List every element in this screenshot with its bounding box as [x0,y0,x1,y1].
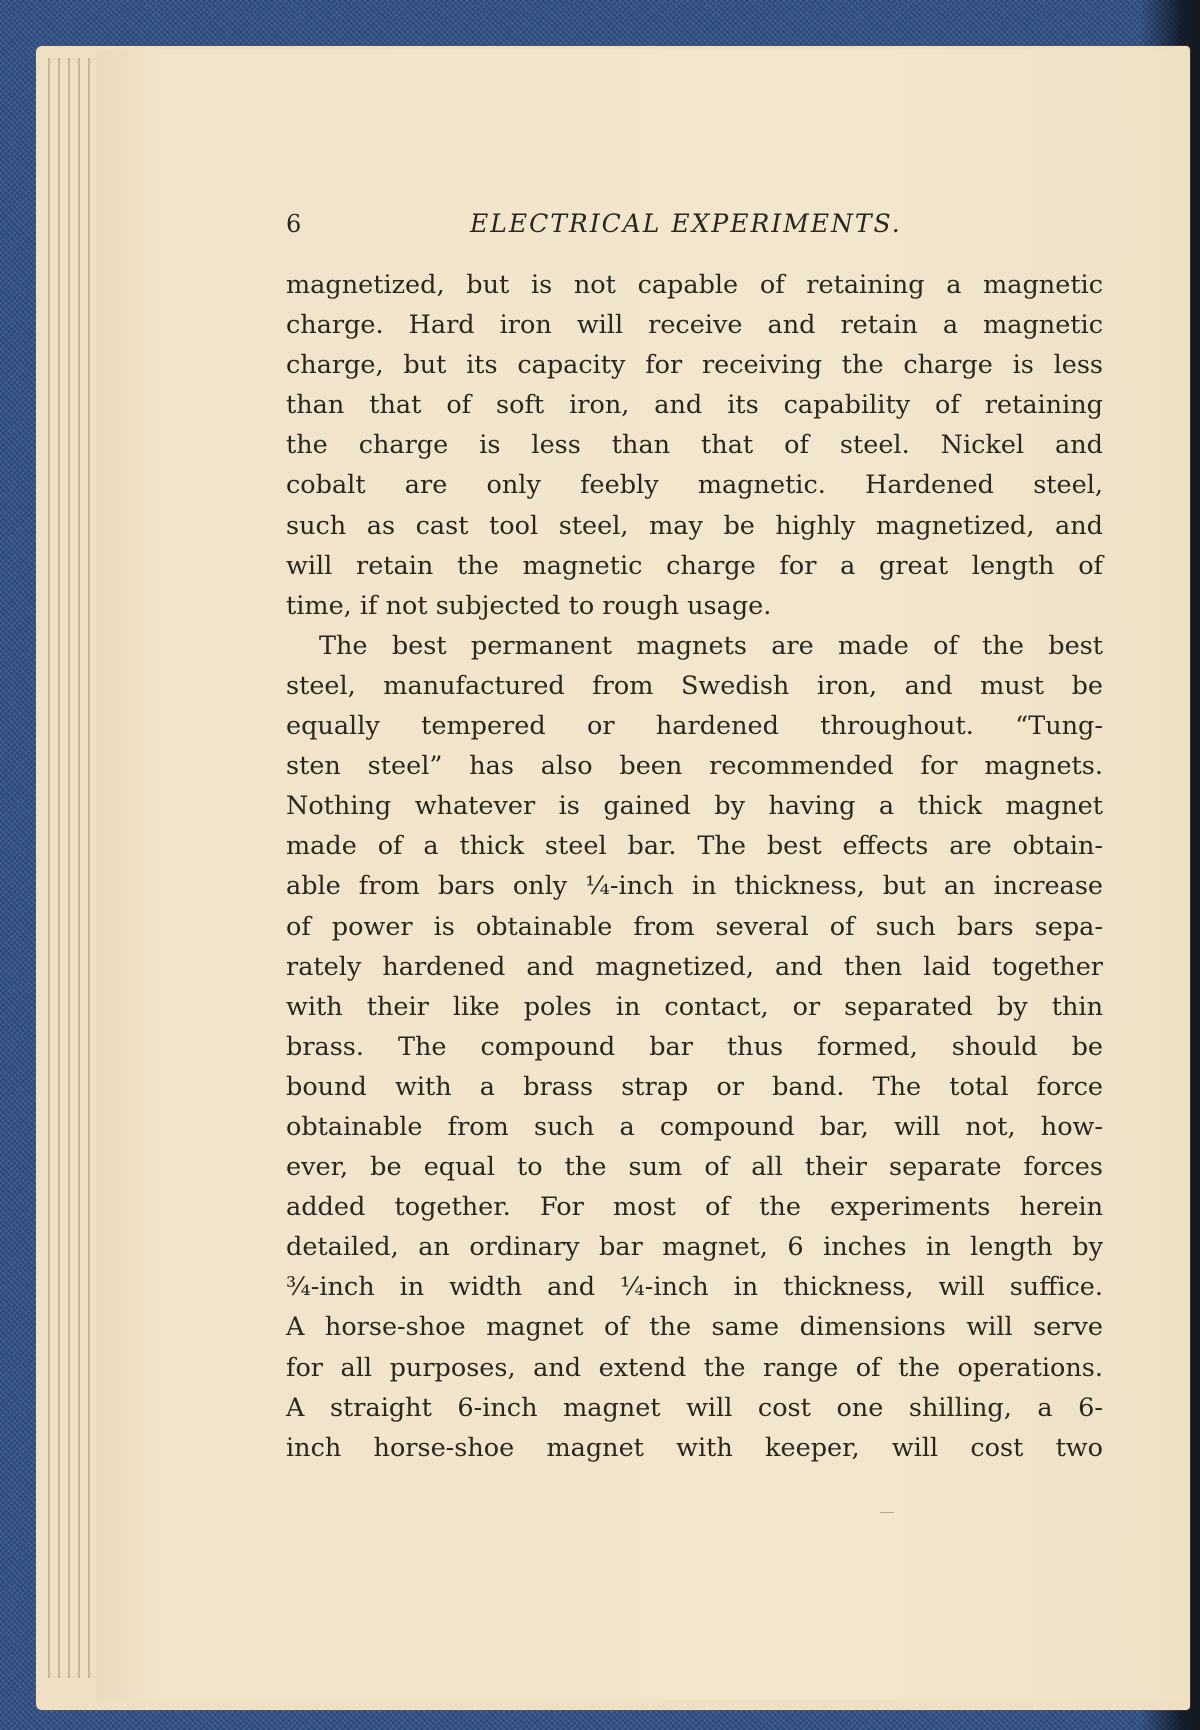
text-line: than that of soft iron, and its capability of retaining [286,390,1103,421]
text-line: ever, be equal to the sum of all their separate forces [286,1152,1103,1183]
text-line: such as cast tool steel, may be highly magnetized, and [286,510,1103,541]
text-line: added together. For most of the experiments herein [286,1192,1103,1223]
text-line: obtainable from such a compound bar, will not, how- [286,1111,1103,1142]
text-line: for all purposes, and extend the range of the operations. [286,1352,1103,1383]
page-edge [88,58,90,1678]
text-line: time, if not subjected to rough usage. [286,590,772,621]
text-line: the charge is less than that of steel. Nickel and [286,430,1103,461]
page-header [286,207,1106,243]
text-line: Nothing whatever is gained by having a thick magnet [286,791,1103,822]
text-line: rately hardened and magnetized, and then laid together [286,951,1103,982]
running-title: ELECTRICAL EXPERIMENTS. [470,209,902,238]
page-edge [48,58,50,1678]
page-number: 6 [286,210,302,238]
text-line: A straight 6-inch magnet will cost one shilling, a 6- [286,1392,1103,1423]
text-line: A horse-shoe magnet of the same dimensions will serve [286,1312,1103,1343]
text-line: inch horse-shoe magnet with keeper, will cost two [286,1432,1103,1463]
page-edge [58,58,60,1678]
text-line: brass. The compound bar thus formed, should be [286,1031,1103,1062]
text-line: able from bars only ¼-inch in thickness, but an increase [286,871,1103,902]
text-line: made of a thick steel bar. The best effects are obtain- [286,831,1103,862]
page-edge [78,58,80,1678]
text-line: magnetized, but is not capable of retaining a magnetic [286,270,1103,300]
text-line: equally tempered or hardened throughout. “Tung- [286,711,1103,742]
text-line: The best permanent magnets are made of the best [319,630,1103,661]
text-line: bound with a brass strap or band. The total force [286,1071,1103,1102]
text-line: detailed, an ordinary bar magnet, 6 inches in length by [286,1232,1103,1263]
text-line: will retain the magnetic charge for a great length of [286,550,1103,581]
text-line: ¾-inch in width and ¼-inch in thickness, will suffice. [286,1272,1103,1303]
text-line: of power is obtainable from several of such bars sepa- [286,911,1103,942]
body-text [286,265,1103,1468]
page-edge [68,58,70,1678]
text-line: charge. Hard iron will receive and retain a magnetic [286,310,1103,341]
text-line: charge, but its capacity for receiving the charge is less [286,350,1103,381]
page-mark [880,1512,894,1513]
text-line: sten steel” has also been recommended for magnets. [286,751,1103,782]
text-line: with their like poles in contact, or separated by thin [286,991,1103,1022]
text-line: steel, manufactured from Swedish iron, and must be [286,670,1103,701]
text-line: cobalt are only feebly magnetic. Hardened steel, [286,470,1103,501]
